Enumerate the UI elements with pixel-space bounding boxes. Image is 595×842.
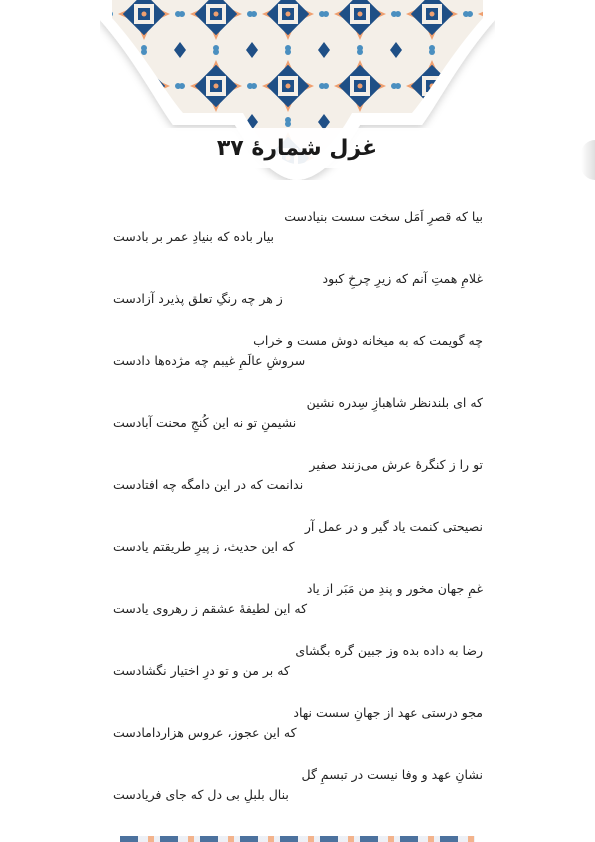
couplet	[113, 579, 483, 641]
couplet	[113, 455, 483, 517]
hemistich-first: غمِ جهان مخور و پندِ من مَبَر از یاد	[306, 581, 483, 596]
hemistich-second: که این عجوز، عروس هزاردامادست	[113, 725, 297, 740]
hemistich-first: بیا که قصرِ اَمَل سخت سست بنیادست	[284, 209, 483, 224]
couplet	[113, 393, 483, 455]
couplet	[113, 269, 483, 331]
couplet	[113, 703, 483, 765]
hemistich-second: بنال بلبلِ بی دل که جای فریادست	[113, 787, 289, 802]
page-edge-shadow	[581, 140, 595, 180]
hemistich-second: که بر من و تو درِ اختیار نگشادست	[113, 663, 290, 678]
hemistich-first: مجو درستی عهد از جهانِ سست نهاد	[293, 705, 483, 720]
couplet	[113, 517, 483, 579]
hemistich-second: سروشِ عالَمِ غیبم چه مژده‌ها دادست	[113, 353, 306, 368]
hemistich-first: چه گویمت که به میخانه دوش مست و خراب	[253, 333, 483, 348]
hemistich-second: ندانمت که در این دامگه چه افتادست	[113, 477, 304, 492]
poem-body	[113, 207, 483, 827]
hemistich-first: تو را ز کنگرهٔ عرش می‌زنند صفیر	[309, 457, 483, 472]
footer-ornament	[120, 836, 475, 842]
hemistich-first: نشانِ عهد و وفا نیست در تبسمِ گل	[301, 767, 483, 782]
title-banner	[112, 128, 482, 168]
hemistich-first: غلامِ همتِ آنم که زیرِ چرخِ کبود	[322, 271, 483, 286]
hemistich-second: بیار باده که بنیادِ عمر بر بادست	[113, 229, 274, 244]
couplet	[113, 765, 483, 827]
hemistich-second: که این حدیث، ز پیرِ طریقتم یادست	[113, 539, 295, 554]
couplet	[113, 207, 483, 269]
couplet	[113, 641, 483, 703]
hemistich-first: رضا به داده بده وز جبین گره بگشای	[295, 643, 483, 658]
couplet	[113, 331, 483, 393]
hemistich-second: ز هر چه رنگِ تعلق پذیرد آزادست	[113, 291, 283, 306]
hemistich-second: نشیمنِ تو نه این کُنجِ محنت آبادست	[113, 415, 297, 430]
page-title: غزل شمارهٔ ۳۷	[216, 135, 378, 161]
hemistich-second: که این لطیفهٔ عشقم ز رهروی یادست	[113, 601, 308, 616]
hemistich-first: که ای بلندنظر شاهبازِ سِدره نشین	[306, 395, 483, 410]
hemistich-first: نصیحتی کنمت یاد گیر و در عمل آر	[304, 519, 483, 534]
